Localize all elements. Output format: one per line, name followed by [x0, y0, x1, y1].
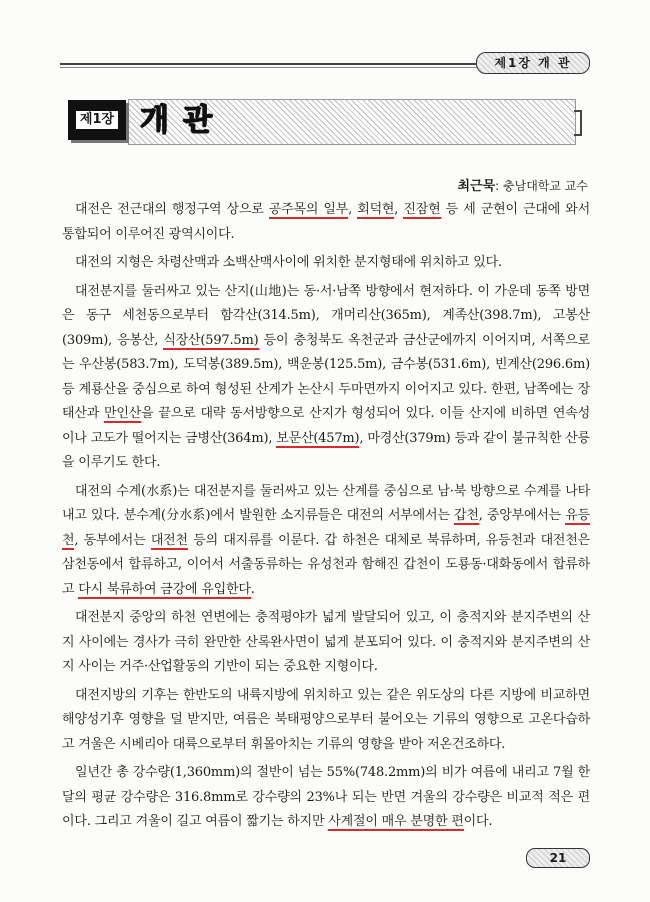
text-run: 일년간 총 강수량(1,360mm)의 절반이 넘는 55%(748.2mm)의 비가 여름에 내리고 7월 한달의 평균 강수량은 316.8mm로 강수량의 23%나 되는 반면 겨울의 강수량은 비교적 적은 편이다. 그리고 겨울이 길고 여름이 짧기는 하지만 [62, 765, 590, 829]
running-header [60, 52, 590, 74]
text-run: 대전은 전근대의 행정구역 상으로 [75, 202, 269, 217]
underlined-phrase: 다시 북류하여 금강에 유입한다 [78, 581, 251, 597]
text-run: 대전지방의 기후는 한반도의 내륙지방에 위치하고 있는 같은 위도상의 다른 지방에 비교하면 해양성기후 영향을 덜 받지만, 여름은 북태평양으로부터 불어오는 기류의 영향으로 고온다습하고 겨울은 시베리아 대륙으로부터 휘몰아치는 기류의 영향을 받아 저온건조하다. [62, 687, 590, 752]
text-run: 이다. [463, 814, 493, 829]
chapter-badge [68, 100, 126, 140]
chapter-tab: 제1장 개 관 [476, 52, 590, 74]
text-run: , [394, 202, 404, 217]
text-run: , [348, 202, 358, 217]
page-footer [510, 848, 590, 868]
text-run: 대전의 지형은 차령산맥과 소백산맥사이에 위치한 분지형태에 위치하고 있다. [75, 255, 502, 270]
underlined-phrase: 사계절이 매우 분명한 편 [328, 814, 464, 829]
paragraph [62, 761, 590, 835]
author-affiliation: : 충남대학교 교수 [495, 179, 588, 193]
paragraph [62, 251, 590, 276]
header-rule [60, 63, 480, 65]
text-run: , 중앙부에서는 [478, 508, 566, 523]
text-run: 대전분지를 둘러싸고 있는 산지(山地)는 동·서·남쪽 방향에서 현저하다. 이 가운데 동쪽 방면은 동구 세천동으로부터 함각산(314.5m), 개머리산(365m), 계족산(398.7m), 고봉산(309m), 응봉산, [62, 283, 590, 348]
text-run: 대전의 수계(水系)는 대전분지를 둘러싸고 있는 산계를 중심으로 남·북 방향으로 수계를 나타내고 있다. 분수계(分水系)에서 발원한 소지류들은 대전의 서부에서는 [62, 483, 590, 523]
author-name: 최근묵 [457, 179, 496, 194]
banner-end-bracket [574, 110, 582, 136]
paragraph [62, 198, 590, 247]
underlined-phrase: 공주목의 일부 [268, 202, 349, 217]
chapter-banner [68, 96, 582, 146]
text-run: 등의 대지류를 이룬다. 갑 하천은 대체로 북류하며, 유등천과 대전천은 삼천동에서 합류하고, 이어서 서출동류하는 유성천과 함해진 갑천이 도룡동·대화동에서 합류하고 [62, 532, 591, 597]
author-line [457, 175, 588, 194]
underlined-phrase: 만인산 [104, 406, 142, 421]
text-run: 대전분지 중앙의 하천 연변에는 충적평야가 넓게 발달되어 있고, 이 충적지와 분지주변의 산지 사이에는 경사가 극히 완만한 산록완사면이 넓게 분포되어 있다. 이 충적지와 분지주변의 산지 사이는 거주·산업활동의 기반이 되는 중요한 지형이다. [62, 610, 590, 674]
underlined-phrase: 식장산(597.5m) [163, 332, 259, 348]
text-run: . [250, 581, 255, 597]
paragraph [62, 684, 590, 758]
paragraph [62, 280, 590, 476]
underlined-phrase: 진잠현 [403, 202, 441, 217]
chapter-badge-label: 제1장 [76, 111, 118, 129]
chapter-title: 개관 [140, 103, 226, 138]
text-run: 등이 충청북도 옥천군과 금산군에까지 이어지며, 서쪽으로는 우산봉(583.7m), 도덕봉(389.5m), 백운봉(125.5m), 금수봉(531.6m), 빈계산(296.6m) 등 계룡산을 중심으로 하여 형성된 산계가 논산시 두마면까지 이어지고 있다. 한편, 남쪽에는 장태산과 [62, 332, 590, 421]
body-text [62, 198, 590, 839]
underlined-phrase: 유등천 [62, 508, 590, 548]
underlined-phrase: 보문산(457m) [276, 430, 360, 446]
underlined-phrase: 회덕현 [357, 202, 395, 217]
header-rule-thin [60, 67, 480, 68]
text-run: 을 끝으로 대략 동서방향으로 산지가 형성되어 있다. 이들 산지에 비하면 연속성이나 고도가 떨어지는 금병산(364m), [62, 406, 590, 446]
underlined-phrase: 갑천 [453, 508, 479, 523]
paragraph [62, 480, 590, 603]
underlined-phrase: 대전천 [150, 532, 188, 548]
paragraph [62, 606, 590, 680]
text-run: , 마경산(379m) 등과 같이 불규칙한 산릉을 이루기도 한다. [62, 430, 590, 470]
text-run: , 동부에서는 [74, 532, 151, 548]
page-number: 21 [526, 848, 590, 868]
text-run: 등 세 군현이 근대에 와서 통합되어 이루어진 광역시이다. [62, 202, 590, 242]
